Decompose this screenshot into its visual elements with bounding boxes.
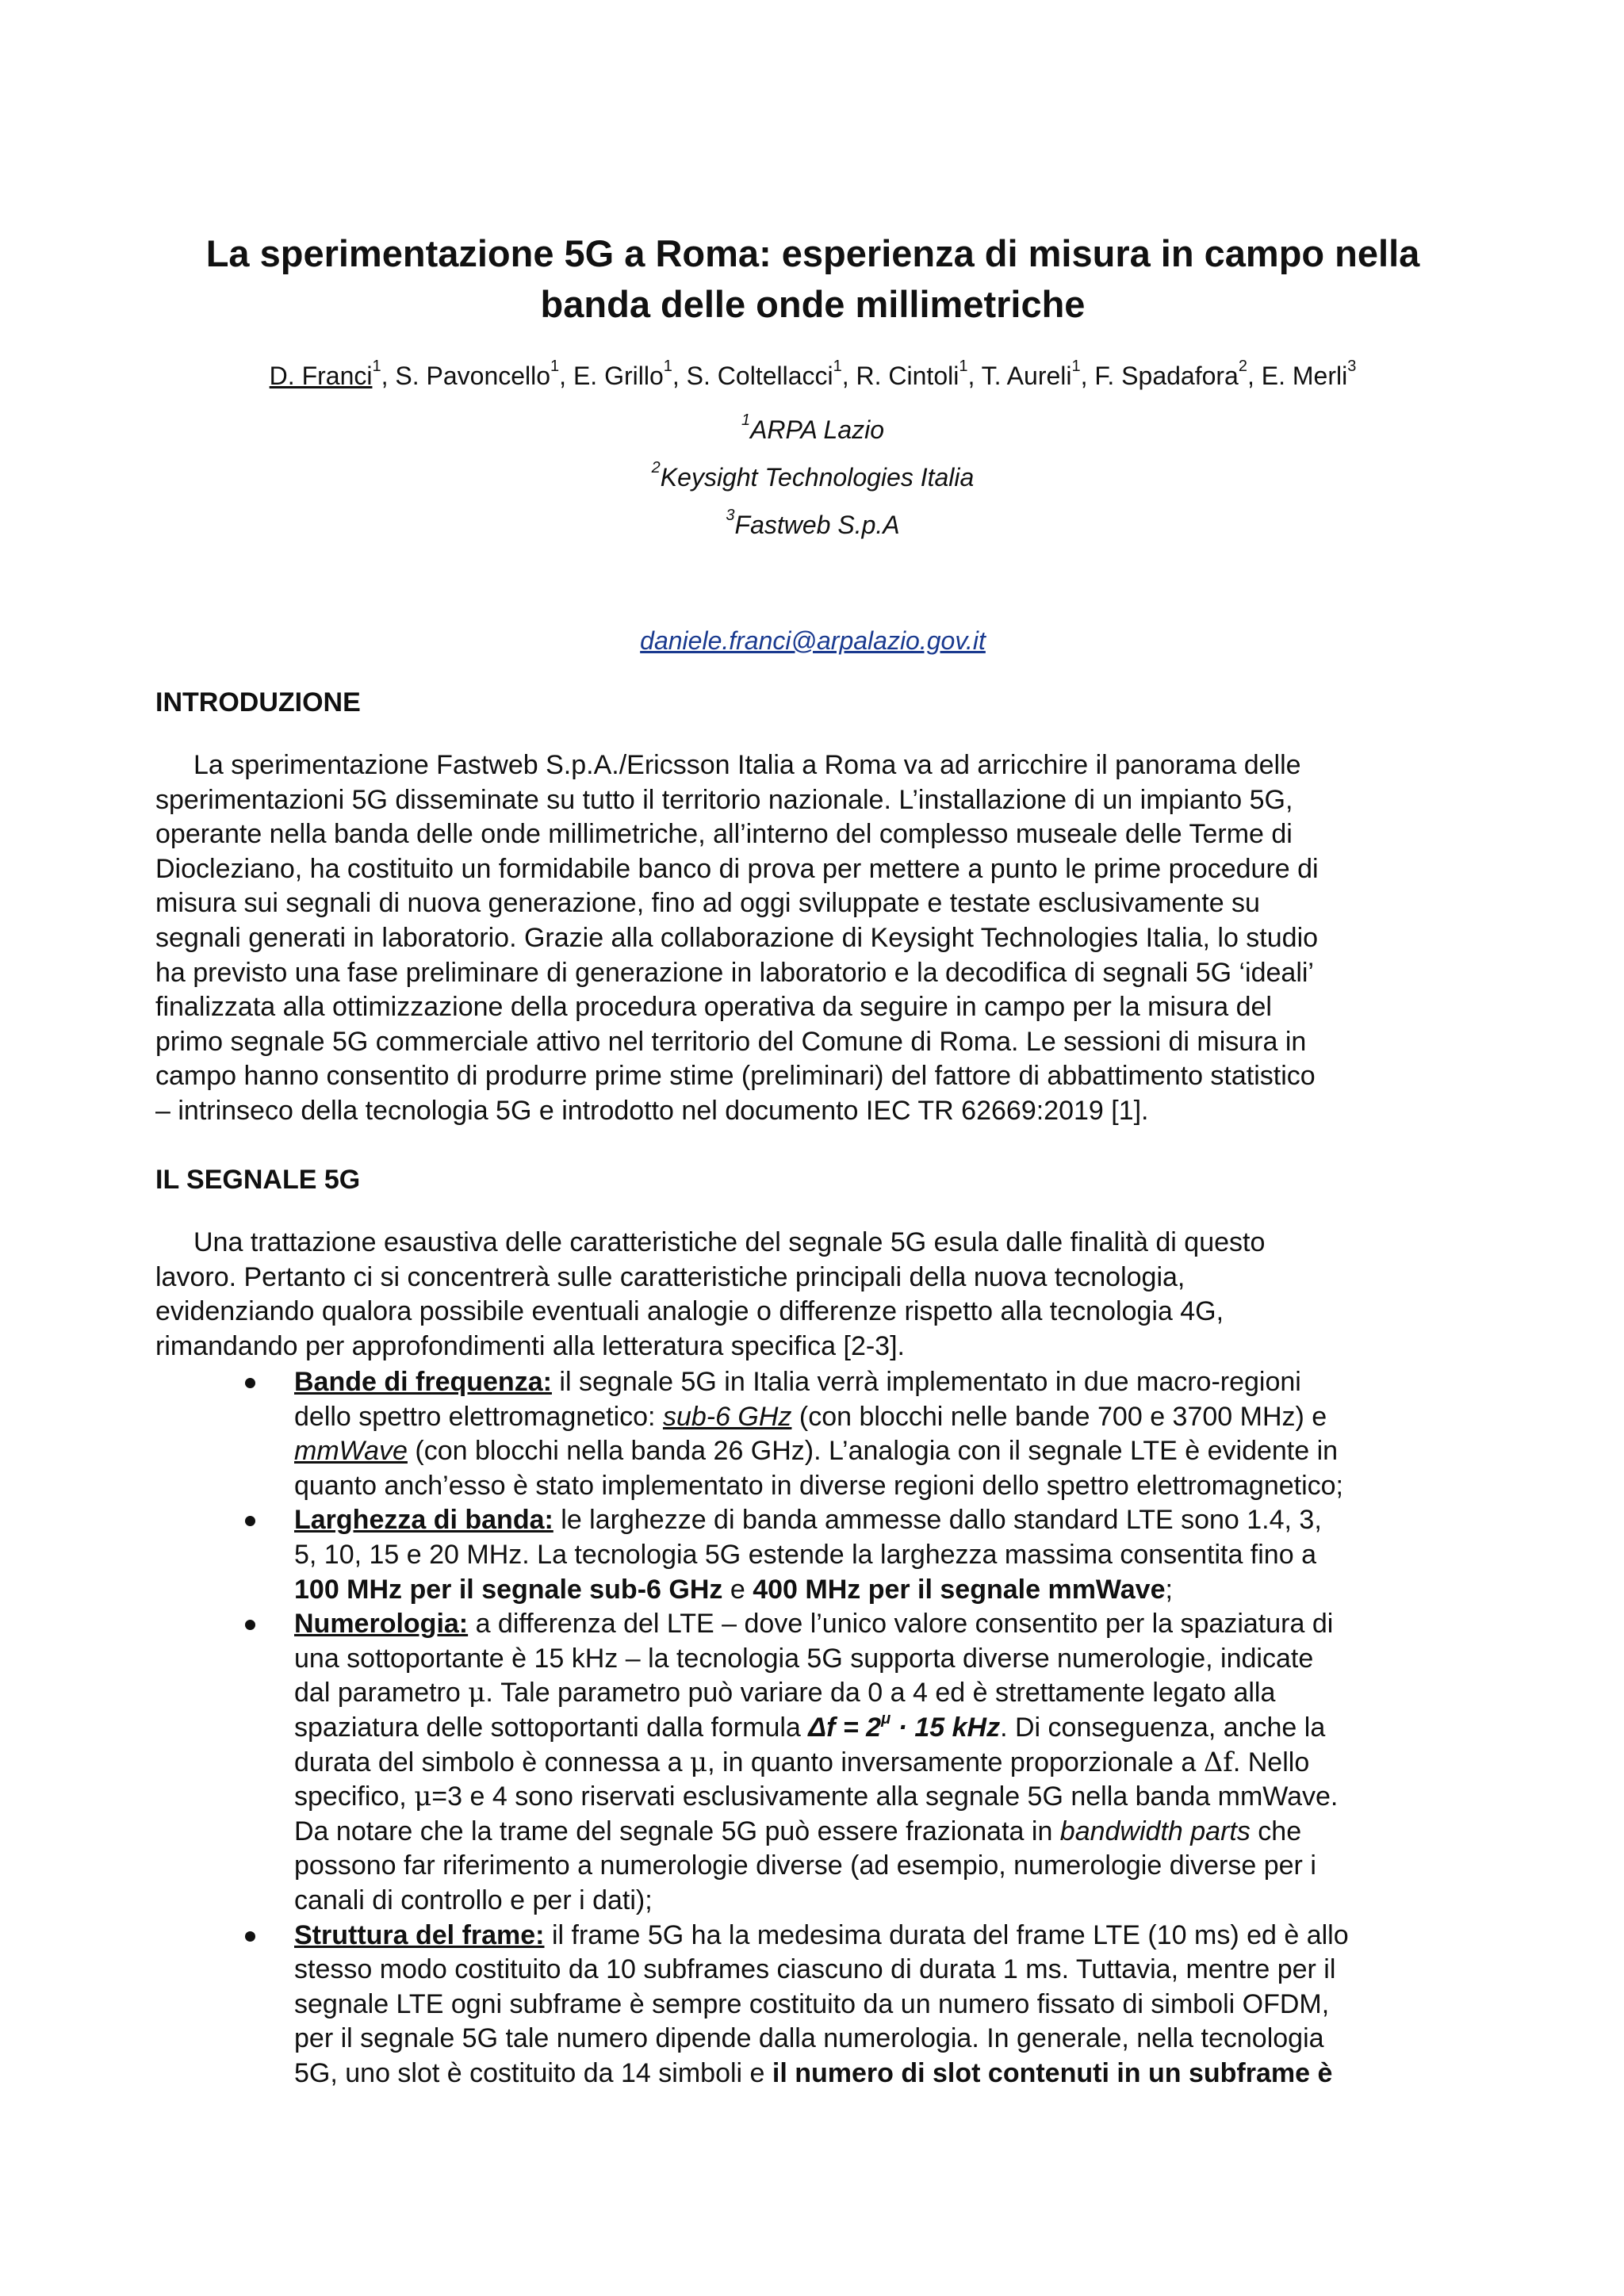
formula-part: · 15 kHz [891, 1712, 1001, 1743]
bullet-text: ; [1165, 1574, 1173, 1605]
bullet-struttura-del-frame [155, 1919, 1488, 2091]
affiliation-3 [143, 507, 1483, 542]
author-separator: , [1247, 362, 1262, 390]
author-separator: , [381, 362, 396, 390]
paragraph-line: segnali generati in laboratorio. Grazie alla collaborazione di Keysight Technologies Italia, lo studio [155, 922, 1319, 953]
author-affiliation-mark: 2 [1238, 358, 1247, 375]
bullet-text: 5G, uno slot è costituito da 14 simboli e [294, 2057, 772, 2088]
bullet-text: possono far riferimento a numerologie diverse (ad esempio, numerologie diverse per i [294, 1850, 1316, 1881]
bullet-text: spaziatura delle sottoportanti dalla formula [294, 1712, 809, 1743]
paragraph-line: rimandando per approfondimenti alla letteratura specifica [2-3]. [155, 1330, 905, 1361]
mu-symbol: μ [468, 1677, 486, 1709]
bullet-text: . Di conseguenza, anche la [1000, 1712, 1326, 1743]
author-affiliation-mark: 1 [372, 358, 381, 375]
section-heading-segnale-5g: IL SEGNALE 5G [155, 1165, 361, 1195]
paragraph-line: primo segnale 5G commerciale attivo nel territorio del Comune di Roma. Le sessioni di misura in [155, 1026, 1307, 1057]
author-affiliation-mark: 1 [663, 358, 672, 375]
author-name: F. Spadafora [1094, 362, 1239, 390]
author-name: S. Pavoncello [395, 362, 551, 390]
bullet-text: =3 e 4 sono riservati esclusivamente alla segnale 5G nella banda mmWave. [431, 1781, 1339, 1812]
bullet-key-term: Numerologia: [294, 1609, 469, 1640]
affiliation-name: Keysight Technologies Italia [660, 463, 975, 492]
paragraph-line: – intrinseco della tecnologia 5G e introdotto nel documento IEC TR 62669:2019 [1]. [155, 1095, 1149, 1126]
author-separator: , [559, 362, 573, 390]
paragraph-line: Una trattazione esaustiva delle caratteristiche del segnale 5G esula dalle finalità di questo [193, 1227, 1266, 1257]
bullet-text: . Nello [1232, 1747, 1310, 1777]
affiliation-name: ARPA Lazio [750, 415, 885, 444]
term-bandwidth-parts: bandwidth parts [1059, 1816, 1251, 1846]
author-affiliation-mark: 1 [959, 358, 968, 375]
feature-bullet-list [155, 1365, 1488, 2091]
paper-title [143, 228, 1483, 330]
paragraph-line: misura sui segnali di nuova generazione, fino ad oggi sviluppate e testate esclusivamente su [155, 888, 1260, 919]
bullet-point-icon [245, 1378, 255, 1388]
paragraph-line: Diocleziano, ha costituito un formidabile banco di prova per mettere a punto le prime procedure di [155, 853, 1319, 884]
bullet-text: durata del simbolo è connessa a [294, 1747, 690, 1777]
bullet-text: le larghezze di banda ammesse dallo standard LTE sono 1.4, 3, [553, 1505, 1322, 1536]
mu-symbol: μ [689, 1746, 708, 1778]
bullet-text: per il segnale 5G tale numero dipende dalla numerologia. In generale, nella tecnologia [294, 2023, 1324, 2054]
bullet-text: specifico, [294, 1781, 415, 1812]
bullet-text: 5, 10, 15 e 20 MHz. La tecnologia 5G estende la larghezza massima consentita fino a [294, 1539, 1316, 1570]
title-line-2: banda delle onde millimetriche [540, 283, 1086, 325]
paragraph-line: finalizzata alla ottimizzazione della procedura operativa da seguire in campo per la misura del [155, 992, 1272, 1023]
bullet-point-icon [245, 1620, 255, 1630]
section-heading-introduzione: INTRODUZIONE [155, 687, 361, 718]
bullet-key-term: Larghezza di banda: [294, 1505, 553, 1536]
bullet-text: che [1250, 1816, 1302, 1846]
mu-symbol: μ [414, 1781, 432, 1813]
paragraph-line: operante nella banda delle onde millimetriche, all’interno del complesso museale delle Terme di [155, 819, 1293, 850]
author-name: E. Merli [1261, 362, 1348, 390]
bullet-text: , in quanto inversamente proporzionale a [707, 1747, 1204, 1777]
paragraph-line: La sperimentazione Fastweb S.p.A./Ericsson Italia a Roma va ad arricchire il panorama delle [193, 750, 1301, 780]
author-name: T. Aureli [981, 362, 1072, 390]
bullet-text: e [722, 1574, 753, 1605]
paragraph-line: lavoro. Pertanto ci si concentrerà sulle caratteristiche principali della nuova tecnologia, [155, 1261, 1185, 1292]
author-separator: , [841, 362, 856, 390]
bullet-text: a differenza del LTE – dove l’unico valore consentito per la spaziatura di [468, 1609, 1334, 1640]
contact-email-link[interactable]: daniele.franci@arpalazio.gov.it [640, 626, 986, 655]
bullet-point-icon [245, 1516, 255, 1526]
formula [808, 1709, 1001, 1743]
bullet-text: segnale LTE ogni subframe è sempre costituito da un numero fissato di simboli OFDM, [294, 1988, 1330, 2019]
author-separator: , [1080, 362, 1095, 390]
author-separator: , [672, 362, 687, 390]
intro-paragraph [155, 748, 1472, 1129]
bullet-bande-di-frequenza [155, 1365, 1488, 1503]
author-list [143, 358, 1483, 393]
term-sub6-ghz: sub-6 GHz [662, 1401, 792, 1432]
bullet-text: . Tale parametro può variare da 0 a 4 ed è strettamente legato alla [485, 1678, 1276, 1709]
bullet-text: Da notare che la trame del segnale 5G può essere frazionata in [294, 1816, 1060, 1846]
bullet-text: il frame 5G ha la medesima durata del frame LTE (10 ms) ed è allo [544, 1919, 1349, 1950]
bullet-text: stesso modo costituito da 10 subframes ciascuno di durata 1 ms. Tuttavia, mentre per il [294, 1954, 1336, 1985]
bullet-text: il segnale 5G in Italia verrà implementato in due macro-regioni [551, 1367, 1301, 1397]
signal-paragraph [155, 1226, 1472, 1364]
term-mmwave: mmWave [294, 1436, 408, 1467]
bold-text: il numero di slot contenuti in un subframe è [772, 2057, 1333, 2088]
author-affiliation-mark: 1 [550, 358, 560, 375]
author-affiliation-mark: 1 [833, 358, 842, 375]
delta-f-symbol: Δf [1203, 1746, 1233, 1778]
affiliation-2 [143, 460, 1483, 495]
bullet-text: (con blocchi nelle bande 700 e 3700 MHz) e [791, 1401, 1327, 1432]
bullet-key-term: Struttura del frame: [294, 1919, 545, 1950]
bullet-text: canali di controllo e per i dati); [294, 1885, 653, 1915]
bold-text: 100 MHz per il segnale sub-6 GHz [294, 1574, 723, 1605]
author-name: D. Franci [269, 362, 373, 390]
author-name: S. Coltellacci [686, 362, 833, 390]
paragraph-line: evidenziando qualora possibile eventuali analogie o differenze rispetto alla tecnologia 4G, [155, 1296, 1224, 1327]
bullet-text: (con blocchi nella banda 26 GHz). L’analogia con il segnale LTE è evidente in [407, 1436, 1339, 1467]
bullet-point-icon [245, 1931, 255, 1942]
formula-exponent: μ [881, 1709, 891, 1728]
affiliation-number: 1 [741, 411, 751, 429]
author-separator: , [967, 362, 982, 390]
affiliation-number: 3 [726, 507, 735, 524]
bullet-larghezza-di-banda [155, 1503, 1488, 1607]
bullet-numerologia [155, 1607, 1488, 1918]
affiliation-number: 2 [651, 459, 661, 476]
author-affiliation-mark: 3 [1347, 358, 1357, 375]
author-name: R. Cintoli [856, 362, 959, 390]
bold-text: 400 MHz per il segnale mmWave [753, 1574, 1166, 1605]
formula-part: Δf = 2 [808, 1712, 882, 1743]
author-name: E. Grillo [573, 362, 664, 390]
bullet-key-term: Bande di frequenza: [294, 1367, 552, 1397]
bullet-text: quanto anch’esso è stato implementato in diverse regioni dello spettro elettromagnetico; [294, 1470, 1343, 1501]
paragraph-line: sperimentazioni 5G disseminate su tutto il territorio nazionale. L’installazione di un impianto 5G, [155, 784, 1293, 815]
paragraph-line: ha previsto una fase preliminare di generazione in laboratorio e la decodifica di segnali 5G ‘ideali’ [155, 957, 1314, 988]
paragraph-line: campo hanno consentito di produrre prime stime (preliminari) del fattore di abbattimento statistico [155, 1061, 1316, 1092]
affiliation-name: Fastweb S.p.A [734, 511, 900, 539]
title-line-1: La sperimentazione 5G a Roma: esperienza di misura in campo nella [205, 232, 1420, 274]
bullet-text: dal parametro [294, 1678, 469, 1709]
author-affiliation-mark: 1 [1071, 358, 1081, 375]
bullet-text: dello spettro elettromagnetico: [294, 1401, 663, 1432]
affiliation-1 [143, 412, 1483, 447]
bullet-text: una sottoportante è 15 kHz – la tecnologia 5G supporta diverse numerologie, indicate [294, 1643, 1314, 1674]
